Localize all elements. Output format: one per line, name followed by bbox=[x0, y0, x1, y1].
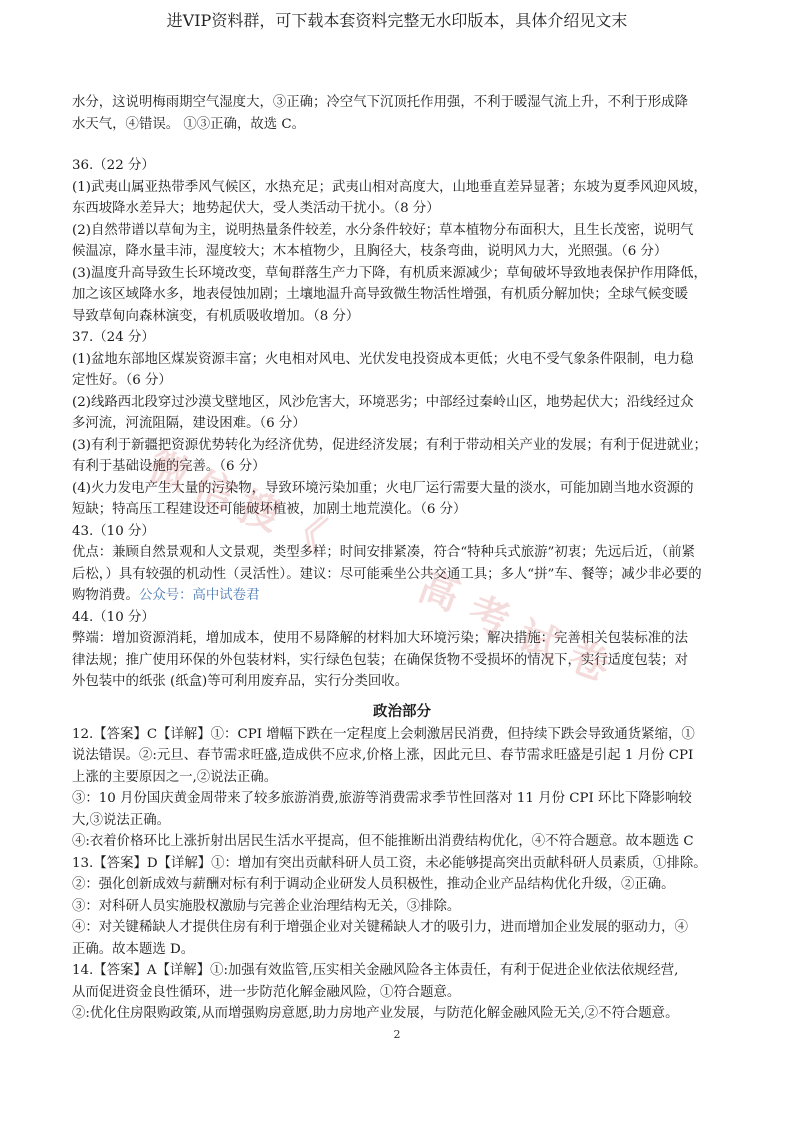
wechat-account-tag: 公众号：高中试卷君 bbox=[138, 588, 260, 603]
q36-line: (1)武夷山属亚热带季风气候区，水热充足；武夷山相对高度大，山地垂直差异显著；东坡为夏季风迎风坡， bbox=[72, 179, 707, 195]
politics-block bbox=[72, 724, 732, 1025]
watermark-char: 卷 bbox=[562, 633, 616, 691]
politics-line: ③：对科研人员实施股权激励与完善企业治理结构无关，③排除。 bbox=[72, 898, 461, 914]
q36-heading: 36.（22 分） bbox=[72, 158, 155, 173]
politics-line: 12.【答案】C【详解】①：CPI 增幅下跌在一定程度上会刺激居民消费，但持续下跌会导致通货紧缩，① bbox=[72, 726, 695, 742]
q37-line: (1)盆地东部地区煤炭资源丰富；火电相对风电、光伏发电投资成本更低；火电不受气象条件限制，电力稳 bbox=[72, 351, 694, 367]
q43-line bbox=[72, 585, 732, 607]
politics-line: ④:衣着价格环比上涨折射出居民生活水平提高，但不能推断出消费结构优化，④不符合题意。故本题选 C bbox=[72, 834, 694, 849]
watermark-char: 微 bbox=[142, 443, 196, 501]
q44-block bbox=[72, 607, 732, 693]
q37-block bbox=[72, 327, 732, 521]
q43-line: 后松，）具有较强的机动性（灵活性）。建议：尽可能乘坐公共交通工具；多人“拼”车、餐等；减少非必要的 bbox=[72, 566, 702, 582]
intro-line: 水天气，④错误。 ①③正确，故选 C。 bbox=[72, 116, 306, 132]
q36-line: (3)温度升高导致生长环境改变，草甸群落生产力下降，有机质来源减少；草甸破坏导致地表保护作用降低， bbox=[72, 265, 707, 281]
politics-line: 13.【答案】D【详解】①：增加有突出贡献科研人员工资，未必能够提高突出贡献科研人员素质，①排除。 bbox=[72, 855, 707, 871]
q36-block bbox=[72, 155, 732, 327]
q44-heading: 44.（10 分） bbox=[72, 609, 155, 625]
politics-line: 说法错误。②:元旦、春节需求旺盛,造成供不应求,价格上涨，因此元旦、春节需求旺盛是引起 1 月份 CPI bbox=[72, 748, 694, 763]
q37-line: 短缺；特高压工程建设还可能破坏植被，加剧土地荒漠化。（6 分） bbox=[72, 502, 467, 517]
q43-line-text: 购物消费。 bbox=[72, 588, 139, 603]
politics-line: ②:优化住房限购政策,从而增强购房意愿,助力房地产业发展，与防范化解金融风险无关,②不符合题意。 bbox=[72, 1006, 679, 1021]
watermark-char: 考 bbox=[462, 588, 516, 646]
q37-line: (2)线路西北段穿过沙漠戈壁地区，风沙危害大，环境恶劣；中部经过秦岭山区，地势起伏大；沿线经过众 bbox=[72, 394, 694, 410]
page-number: 2 bbox=[393, 1028, 401, 1041]
politics-line: ②：强化创新成效与薪酬对标有利于调动企业研发人员积极性，推动企业产品结构优化升级，②正确。 bbox=[72, 877, 675, 892]
politics-section-title: 政治部分 bbox=[373, 702, 431, 720]
q37-line: 定性好。（6 分） bbox=[72, 373, 172, 388]
watermark-char: 《 bbox=[277, 503, 331, 561]
q43-line: 优点：兼顾自然景观和人文景观，类型多样；时间安排紧凑，符合“特种兵式旅游”初衷；先远后近，（前紧 bbox=[72, 545, 695, 560]
q37-line: (3)有利于新疆把资源优势转化为经济优势，促进经济发展；有利于带动相关产业的发展；有利于促进就业； bbox=[72, 437, 707, 453]
q43-block bbox=[72, 521, 732, 607]
intro-line: 水分，这说明梅雨期空气湿度大，③正确；冷空气下沉顶托作用强，不利于暖湿气流上升，不利于形成降 bbox=[72, 95, 688, 110]
q36-line: (2)自然带谱以草甸为主，说明热量条件较差，水分条件较好；草本植物分布面积大，且生长茂密，说明气 bbox=[72, 222, 694, 238]
q43-heading: 43.（10 分） bbox=[72, 523, 155, 539]
politics-line: 正确。故本题选 D。 bbox=[72, 941, 195, 957]
q36-line: 加之该区域降水多，地表侵蚀加剧；土壤地温升高导致微生物活性增强，有机质分解加快；全球气候变暖 bbox=[72, 287, 688, 302]
q37-line: (4)火力发电产生大量的污染物，导致环境污染加重；火电厂运行需要大量的淡水，可能加剧当地水资源的 bbox=[72, 480, 694, 496]
politics-line: 大,③说法正确。 bbox=[72, 812, 170, 828]
q44-line: 外包装中的纸张 (纸盒)等可利用废弃品，实行分类回收。 bbox=[72, 674, 409, 689]
watermark-char: 搜 bbox=[232, 483, 286, 541]
watermark-char: 信 bbox=[187, 463, 241, 521]
watermark-char: 试 bbox=[512, 613, 566, 671]
watermark-char: 高 bbox=[412, 563, 466, 621]
q37-line: 有利于基础设施的完善。（6 分） bbox=[72, 459, 266, 474]
q36-line: 东西坡降水差异大；地势起伏大，受人类活动干扰小。（8 分） bbox=[72, 201, 440, 216]
vip-banner: 进VIP资料群，可下载本套资料完整无水印版本，具体介绍见文末 bbox=[166, 11, 628, 30]
q36-line: 导致草甸向森林演变，有机质吸收增加。（8 分） bbox=[72, 308, 360, 324]
politics-line: 上涨的主要原因之一,②说法正确。 bbox=[72, 769, 278, 785]
politics-line: 从而促进资金良性循环，进一步防范化解金融风险，①符合题意。 bbox=[72, 984, 461, 1000]
q44-line: 律法规；推广使用环保的外包装材料，实行绿色包装；在确保货物不受损坏的情况下，实行适度包装；对 bbox=[72, 652, 688, 668]
politics-line: ④：对关键稀缺人才提供住房有利于增强企业对关键稀缺人才的吸引力，进而增加企业发展的驱动力，④ bbox=[72, 920, 688, 935]
politics-line: 14.【答案】A【详解】①:加强有效监管,压实相关金融风险各主体责任，有利于促进企业依法依规经营, bbox=[72, 963, 679, 978]
q37-line: 多河流，河流阻隔，建设困难。（6 分） bbox=[72, 416, 306, 431]
politics-line: ③：10 月份国庆黄金周带来了较多旅游消费,旅游等消费需求季节性回落对 11 月份 CPI 环比下降影响较 bbox=[72, 791, 692, 806]
q36-line: 候温凉，降水量丰沛，湿度较大；木本植物少，且胸径大，枝条弯曲，说明风力大，光照强。（6 分） bbox=[72, 244, 668, 259]
q37-heading: 37.（24 分） bbox=[72, 330, 155, 345]
q44-line: 弊端：增加资源消耗，增加成本，使用不易降解的材料加大环境污染；解决措施：完善相关包装标准的法 bbox=[72, 631, 688, 646]
answer-content bbox=[72, 92, 732, 1025]
